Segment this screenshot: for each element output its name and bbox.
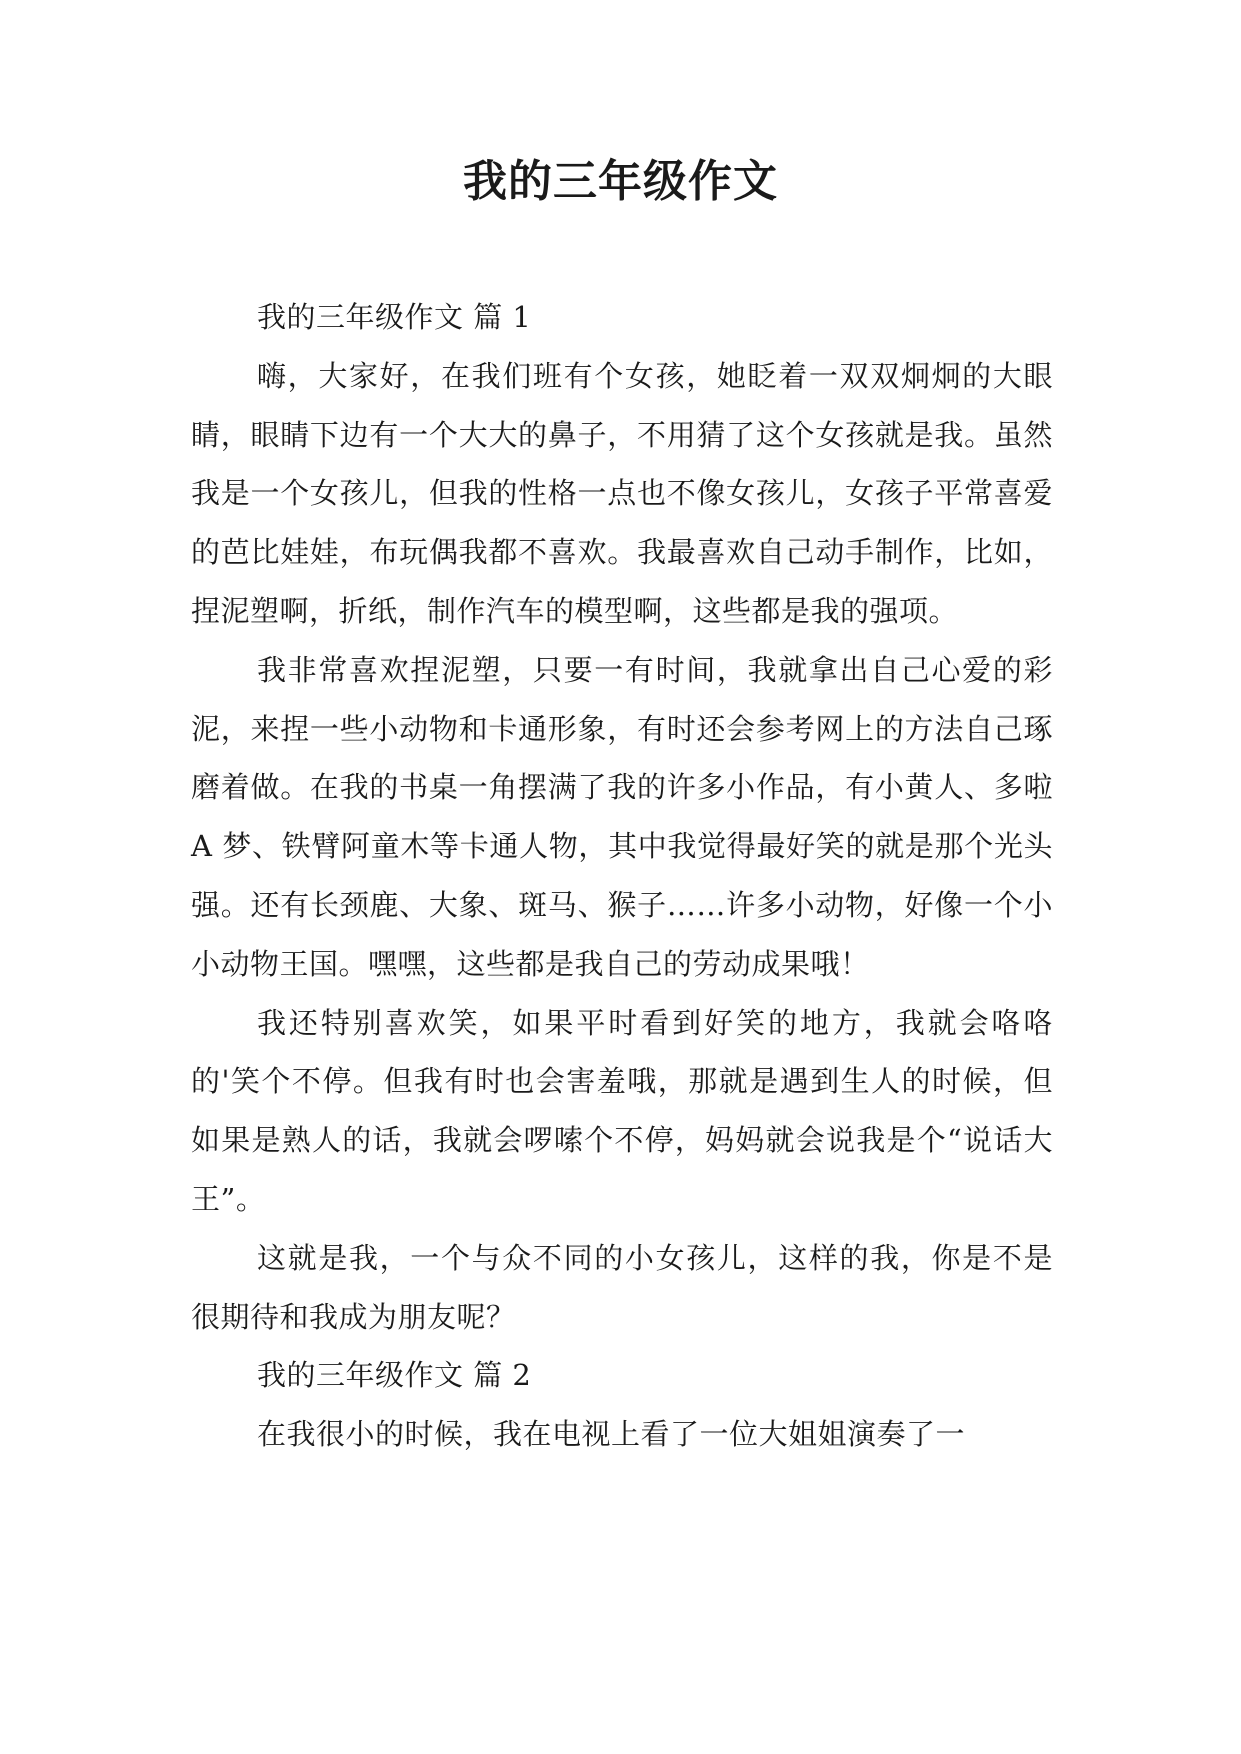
section-heading-2: 我的三年级作文 篇 2 (257, 1358, 532, 1393)
paragraph: 我还特别喜欢笑，如果平时看到好笑的地方，我就会咯咯的'笑个不停。但我有时也会害羞哦，那就是遇到生人的时候，但如果是熟人的话，我就会啰嗦个不停，妈妈就会说我是个“说话大王”。 (191, 1005, 1053, 1216)
section-heading-1: 我的三年级作文 篇 1 (257, 300, 532, 334)
document-body (191, 288, 1053, 1464)
paragraph: 这就是我，一个与众不同的小女孩儿，这样的我，你是不是很期待和我成为朋友呢？ (191, 1240, 1053, 1334)
document-title: 我的三年级作文 (463, 156, 778, 207)
paragraph: 在我很小的时候，我在电视上看了一位大姐姐演奏了一 (257, 1417, 966, 1452)
paragraph: 我非常喜欢捏泥塑，只要一有时间，我就拿出自己心爱的彩泥，来捏一些小动物和卡通形象，有时还会参考网上的方法自己琢磨着做。在我的书桌一角摆满了我的许多小作品，有小黄人、多啦 A 梦、铁臂阿童木等卡通人物，其中我觉得最好笑的就是那个光头强。还有长颈鹿、大象、斑马、猴子……许多小动物，好像一个小小动物王国。嘿嘿，这些都是我自己的劳动成果哦！ (191, 652, 1053, 981)
paragraph: 嗨，大家好，在我们班有个女孩，她眨着一双双炯炯的大眼睛，眼睛下边有一个大大的鼻子，不用猜了这个女孩就是我。虽然我是一个女孩儿，但我的性格一点也不像女孩儿，女孩子平常喜爱的芭比娃娃，布玩偶我都不喜欢。我最喜欢自己动手制作，比如，捏泥塑啊，折纸，制作汽车的模型啊，这些都是我的强项。 (191, 358, 1053, 628)
